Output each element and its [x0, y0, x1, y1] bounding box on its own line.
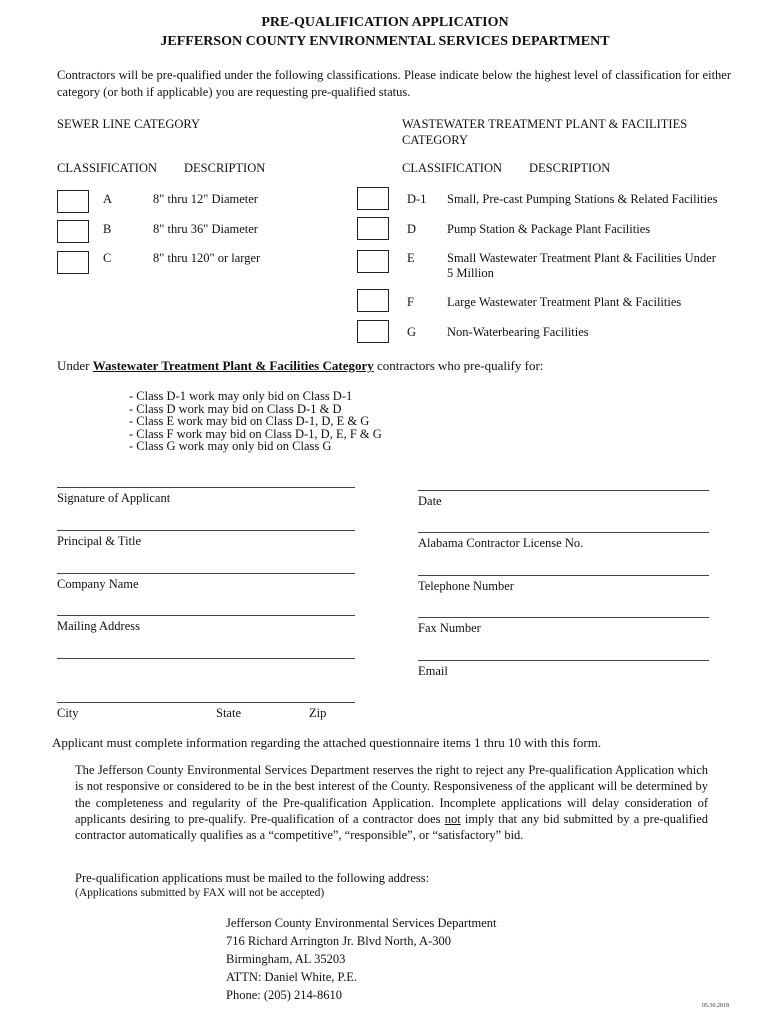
field-label: Signature of Applicant — [57, 491, 171, 505]
class-label: C — [103, 251, 112, 265]
license-line[interactable] — [418, 532, 709, 533]
rule-item: - Class E work may bid on Class D-1, D, E & G — [129, 414, 370, 428]
footer-date-code: 05.30.2018 — [702, 1003, 729, 1009]
rule-item: - Class F work may bid on Class D-1, D, E, F & G — [129, 426, 382, 441]
class-label: D — [407, 222, 417, 236]
wastewater-col-description: DESCRIPTION — [529, 161, 611, 175]
rule-item: - Class D-1 work may only bid on Class D-1 — [129, 389, 353, 403]
date-line[interactable] — [418, 490, 709, 491]
class-label: E — [407, 251, 415, 265]
address-line[interactable] — [57, 615, 355, 616]
field-label: Principal & Title — [57, 534, 142, 548]
checkbox-class-b[interactable] — [57, 220, 89, 243]
address-line: Phone: (205) 214-8610 — [226, 988, 342, 1002]
wastewater-heading-cont: CATEGORY — [402, 133, 468, 147]
address-line: Jefferson County Environmental Services Department — [226, 916, 497, 930]
class-description: 8" thru 36" Diameter — [153, 222, 258, 236]
telephone-line[interactable] — [418, 575, 709, 576]
class-label: B — [103, 222, 112, 236]
questionnaire-notice: Applicant must complete information regarding the attached questionnaire items 1 thru 10 with this form. — [52, 735, 602, 750]
checkbox-class-d1[interactable] — [357, 187, 389, 210]
class-description: Non-Waterbearing Facilities — [447, 325, 589, 339]
intro-text: Contractors will be pre-qualified under the following classifications. Please indicate below the highest level of classification for either category (or both if applicable) you are requesting pre-qualified status. — [57, 68, 731, 99]
emphasis-not: not — [444, 811, 461, 826]
class-description-cont: 5 Million — [447, 266, 494, 280]
sewer-col-classification: CLASSIFICATION — [57, 161, 158, 175]
mailing-instruction: Pre-qualification applications must be mailed to the following address: — [75, 871, 430, 885]
state-label: State — [216, 706, 241, 720]
sewer-heading: SEWER LINE CATEGORY — [57, 117, 201, 131]
class-description: Large Wastewater Treatment Plant & Facilities — [447, 295, 682, 309]
checkbox-class-f[interactable] — [357, 289, 389, 312]
page-title: PRE-QUALIFICATION APPLICATION — [261, 15, 509, 30]
class-description: Pump Station & Package Plant Facilities — [447, 222, 651, 236]
checkbox-class-a[interactable] — [57, 190, 89, 213]
wastewater-heading: WASTEWATER TREATMENT PLANT & FACILITIES — [402, 117, 688, 131]
address-line: Birmingham, AL 35203 — [226, 952, 346, 966]
company-line[interactable] — [57, 573, 355, 574]
address-line: 716 Richard Arrington Jr. Blvd North, A-300 — [226, 934, 451, 948]
field-label: Company Name — [57, 577, 139, 591]
fax-line[interactable] — [418, 617, 709, 618]
field-label: Mailing Address — [57, 619, 140, 633]
fax-notice: (Applications submitted by FAX will not be accepted) — [75, 887, 325, 899]
class-description: Small, Pre-cast Pumping Stations & Related Facilities — [447, 192, 718, 206]
address-line-2[interactable] — [57, 658, 355, 659]
city-state-zip-line[interactable] — [57, 702, 355, 703]
class-description: Small Wastewater Treatment Plant & Facilities Under — [447, 251, 716, 265]
signature-line[interactable] — [57, 487, 355, 488]
field-label: Date — [418, 494, 442, 508]
checkbox-class-d[interactable] — [357, 217, 389, 240]
field-label: Email — [418, 664, 448, 678]
principal-line[interactable] — [57, 530, 355, 531]
class-label: D-1 — [407, 192, 427, 206]
address-line: ATTN: Daniel White, P.E. — [226, 970, 357, 984]
wastewater-col-classification: CLASSIFICATION — [402, 161, 503, 175]
field-label: Telephone Number — [418, 579, 514, 593]
class-description: 8" thru 12" Diameter — [153, 192, 258, 206]
checkbox-class-e[interactable] — [357, 250, 389, 273]
class-label: A — [103, 192, 113, 206]
checkbox-class-c[interactable] — [57, 251, 89, 274]
rule-sentence: Under Wastewater Treatment Plant & Facilities Category contractors who pre-qualify for: — [57, 358, 544, 373]
zip-label: Zip — [309, 706, 327, 720]
rule-item: - Class G work may only bid on Class G — [129, 439, 332, 453]
sewer-col-description: DESCRIPTION — [184, 161, 266, 175]
email-line[interactable] — [418, 660, 709, 661]
checkbox-class-g[interactable] — [357, 320, 389, 343]
city-label: City — [57, 706, 79, 720]
class-label: F — [407, 295, 414, 309]
rule-category: Wastewater Treatment Plant & Facilities Category — [92, 358, 374, 373]
field-label: Fax Number — [418, 621, 481, 635]
reservation-paragraph: The Jefferson County Environmental Services Department reserves the right to reject any Pre-qualification Application which is not responsive or considered to be in the best interest of the County. Responsiveness of the applicant will be determined by the completeness and regularity of the Pre-qualification Application. Incomplete applications will delay consideration of applicants desiring to pre-qualify. Pre-qualification of a contractor does not imply that any bid submitted by a pre-qualified contractor automatically qualifies as a “competitive”, “responsible”, or “satisfactory” bid. — [75, 763, 708, 843]
field-label: Alabama Contractor License No. — [418, 536, 584, 550]
class-label: G — [407, 325, 417, 339]
class-description: 8" thru 120" or larger — [153, 251, 261, 265]
page-subtitle: JEFFERSON COUNTY ENVIRONMENTAL SERVICES DEPARTMENT — [160, 34, 610, 49]
rule-item: - Class D work may bid on Class D-1 & D — [129, 401, 342, 416]
